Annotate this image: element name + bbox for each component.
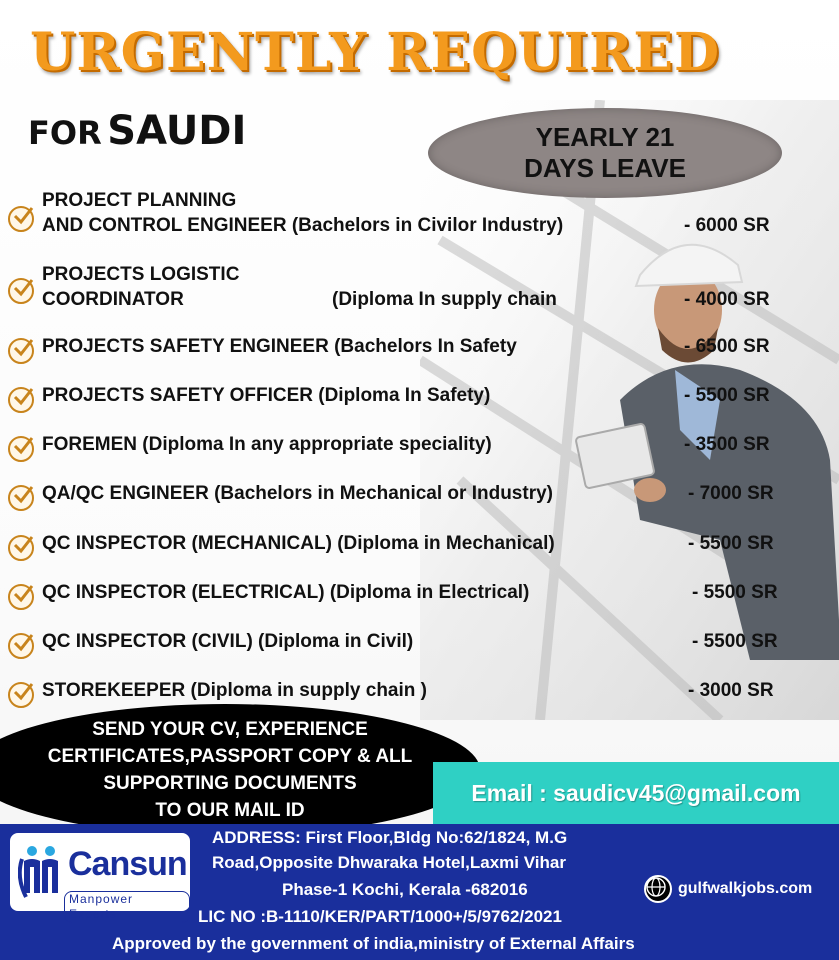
job-title: FOREMEN (Diploma In any appropriate speciality) [42, 434, 492, 455]
job-item [0, 264, 839, 310]
leave-badge [428, 108, 782, 198]
address-line3: Phase-1 Kochi, Kerala -682016 [282, 880, 528, 899]
checkmark-icon [8, 206, 34, 232]
send-cv-line2: CERTIFICATES,PASSPORT COPY & ALL [47, 746, 413, 767]
send-cv-line4: TO OUR MAIL ID [155, 800, 305, 821]
job-item [0, 680, 839, 710]
cansun-logo-icon [18, 843, 66, 901]
job-title: QC INSPECTOR (CIVIL) (Diploma in Civil) [42, 631, 414, 652]
location-country: SAUDI [107, 108, 247, 154]
job-title: QC INSPECTOR (MECHANICAL) (Diploma in Mechanical) [42, 533, 555, 554]
job-salary: - 4000 SR [684, 289, 770, 310]
checkmark-icon [8, 338, 34, 364]
checkmark-icon [8, 633, 34, 659]
job-title: STOREKEEPER (Diploma in supply chain ) [42, 680, 427, 701]
job-item [0, 385, 839, 415]
checkmark-icon [8, 387, 34, 413]
job-item [0, 190, 839, 236]
job-title-line1: PROJECT PLANNING [42, 190, 237, 211]
job-salary: - 6500 SR [684, 336, 770, 357]
checkmark-icon [8, 535, 34, 561]
job-title-line2: COORDINATOR [42, 289, 184, 310]
checkmark-icon [8, 436, 34, 462]
job-item [0, 582, 839, 612]
job-item [0, 434, 839, 464]
job-title-line2: AND CONTROL ENGINEER (Bachelors in Civilor Industry) [42, 215, 564, 236]
checkmark-icon [8, 278, 34, 304]
job-salary: - 6000 SR [684, 215, 770, 236]
job-item [0, 483, 839, 513]
company-logo [10, 833, 190, 921]
job-item [0, 631, 839, 661]
job-title: PROJECTS SAFETY ENGINEER (Bachelors In Safety [42, 336, 517, 357]
company-name: Cansun [68, 845, 187, 883]
checkmark-icon [8, 485, 34, 511]
job-salary: - 5500 SR [692, 582, 778, 603]
company-tagline: Manpower Experts [64, 891, 190, 923]
leave-line-1: YEARLY 21 [535, 122, 675, 152]
location-heading [28, 108, 246, 154]
address-line2: Road,Opposite Dhwaraka Hotel,Laxmi Vihar [212, 853, 566, 872]
headline: URGENTLY REQUIRED [30, 22, 721, 83]
job-salary: - 3000 SR [688, 680, 774, 701]
job-title: QC INSPECTOR (ELECTRICAL) (Diploma in Electrical) [42, 582, 530, 603]
location-prefix: FOR [28, 114, 102, 152]
job-salary: - 5500 SR [684, 385, 770, 406]
send-cv-line3: SUPPORTING DOCUMENTS [103, 773, 357, 794]
checkmark-icon [8, 584, 34, 610]
job-title-line1: PROJECTS LOGISTIC [42, 264, 240, 285]
email-address[interactable]: Email : saudicv45@gmail.com [471, 779, 801, 806]
job-title: PROJECTS SAFETY OFFICER (Diploma In Safety) [42, 385, 491, 406]
job-item [0, 533, 839, 563]
job-salary: - 5500 SR [692, 631, 778, 652]
job-item [0, 336, 839, 366]
checkmark-icon [8, 682, 34, 708]
website-url[interactable]: gulfwalkjobs.com [678, 880, 813, 897]
address-line1: ADDRESS: First Floor,Bldg No:62/1824, M.G [212, 828, 568, 847]
send-cv-text [30, 716, 430, 824]
leave-line-2: DAYS LEAVE [524, 153, 686, 183]
job-salary: - 3500 SR [684, 434, 770, 455]
job-salary: - 5500 SR [688, 533, 774, 554]
job-salary: - 7000 SR [688, 483, 774, 504]
license-number: LIC NO :B-1110/KER/PART/1000+/5/9762/2021 [198, 907, 562, 926]
job-title: QA/QC ENGINEER (Bachelors in Mechanical or Industry) [42, 483, 553, 504]
job-qualification: (Diploma In supply chain [332, 289, 557, 310]
website-link[interactable] [644, 874, 812, 904]
email-banner[interactable] [433, 762, 839, 824]
government-approval: Approved by the government of india,ministry of External Affairs [112, 934, 635, 953]
globe-icon [644, 875, 672, 903]
send-cv-line1: SEND YOUR CV, EXPERIENCE [92, 719, 368, 740]
